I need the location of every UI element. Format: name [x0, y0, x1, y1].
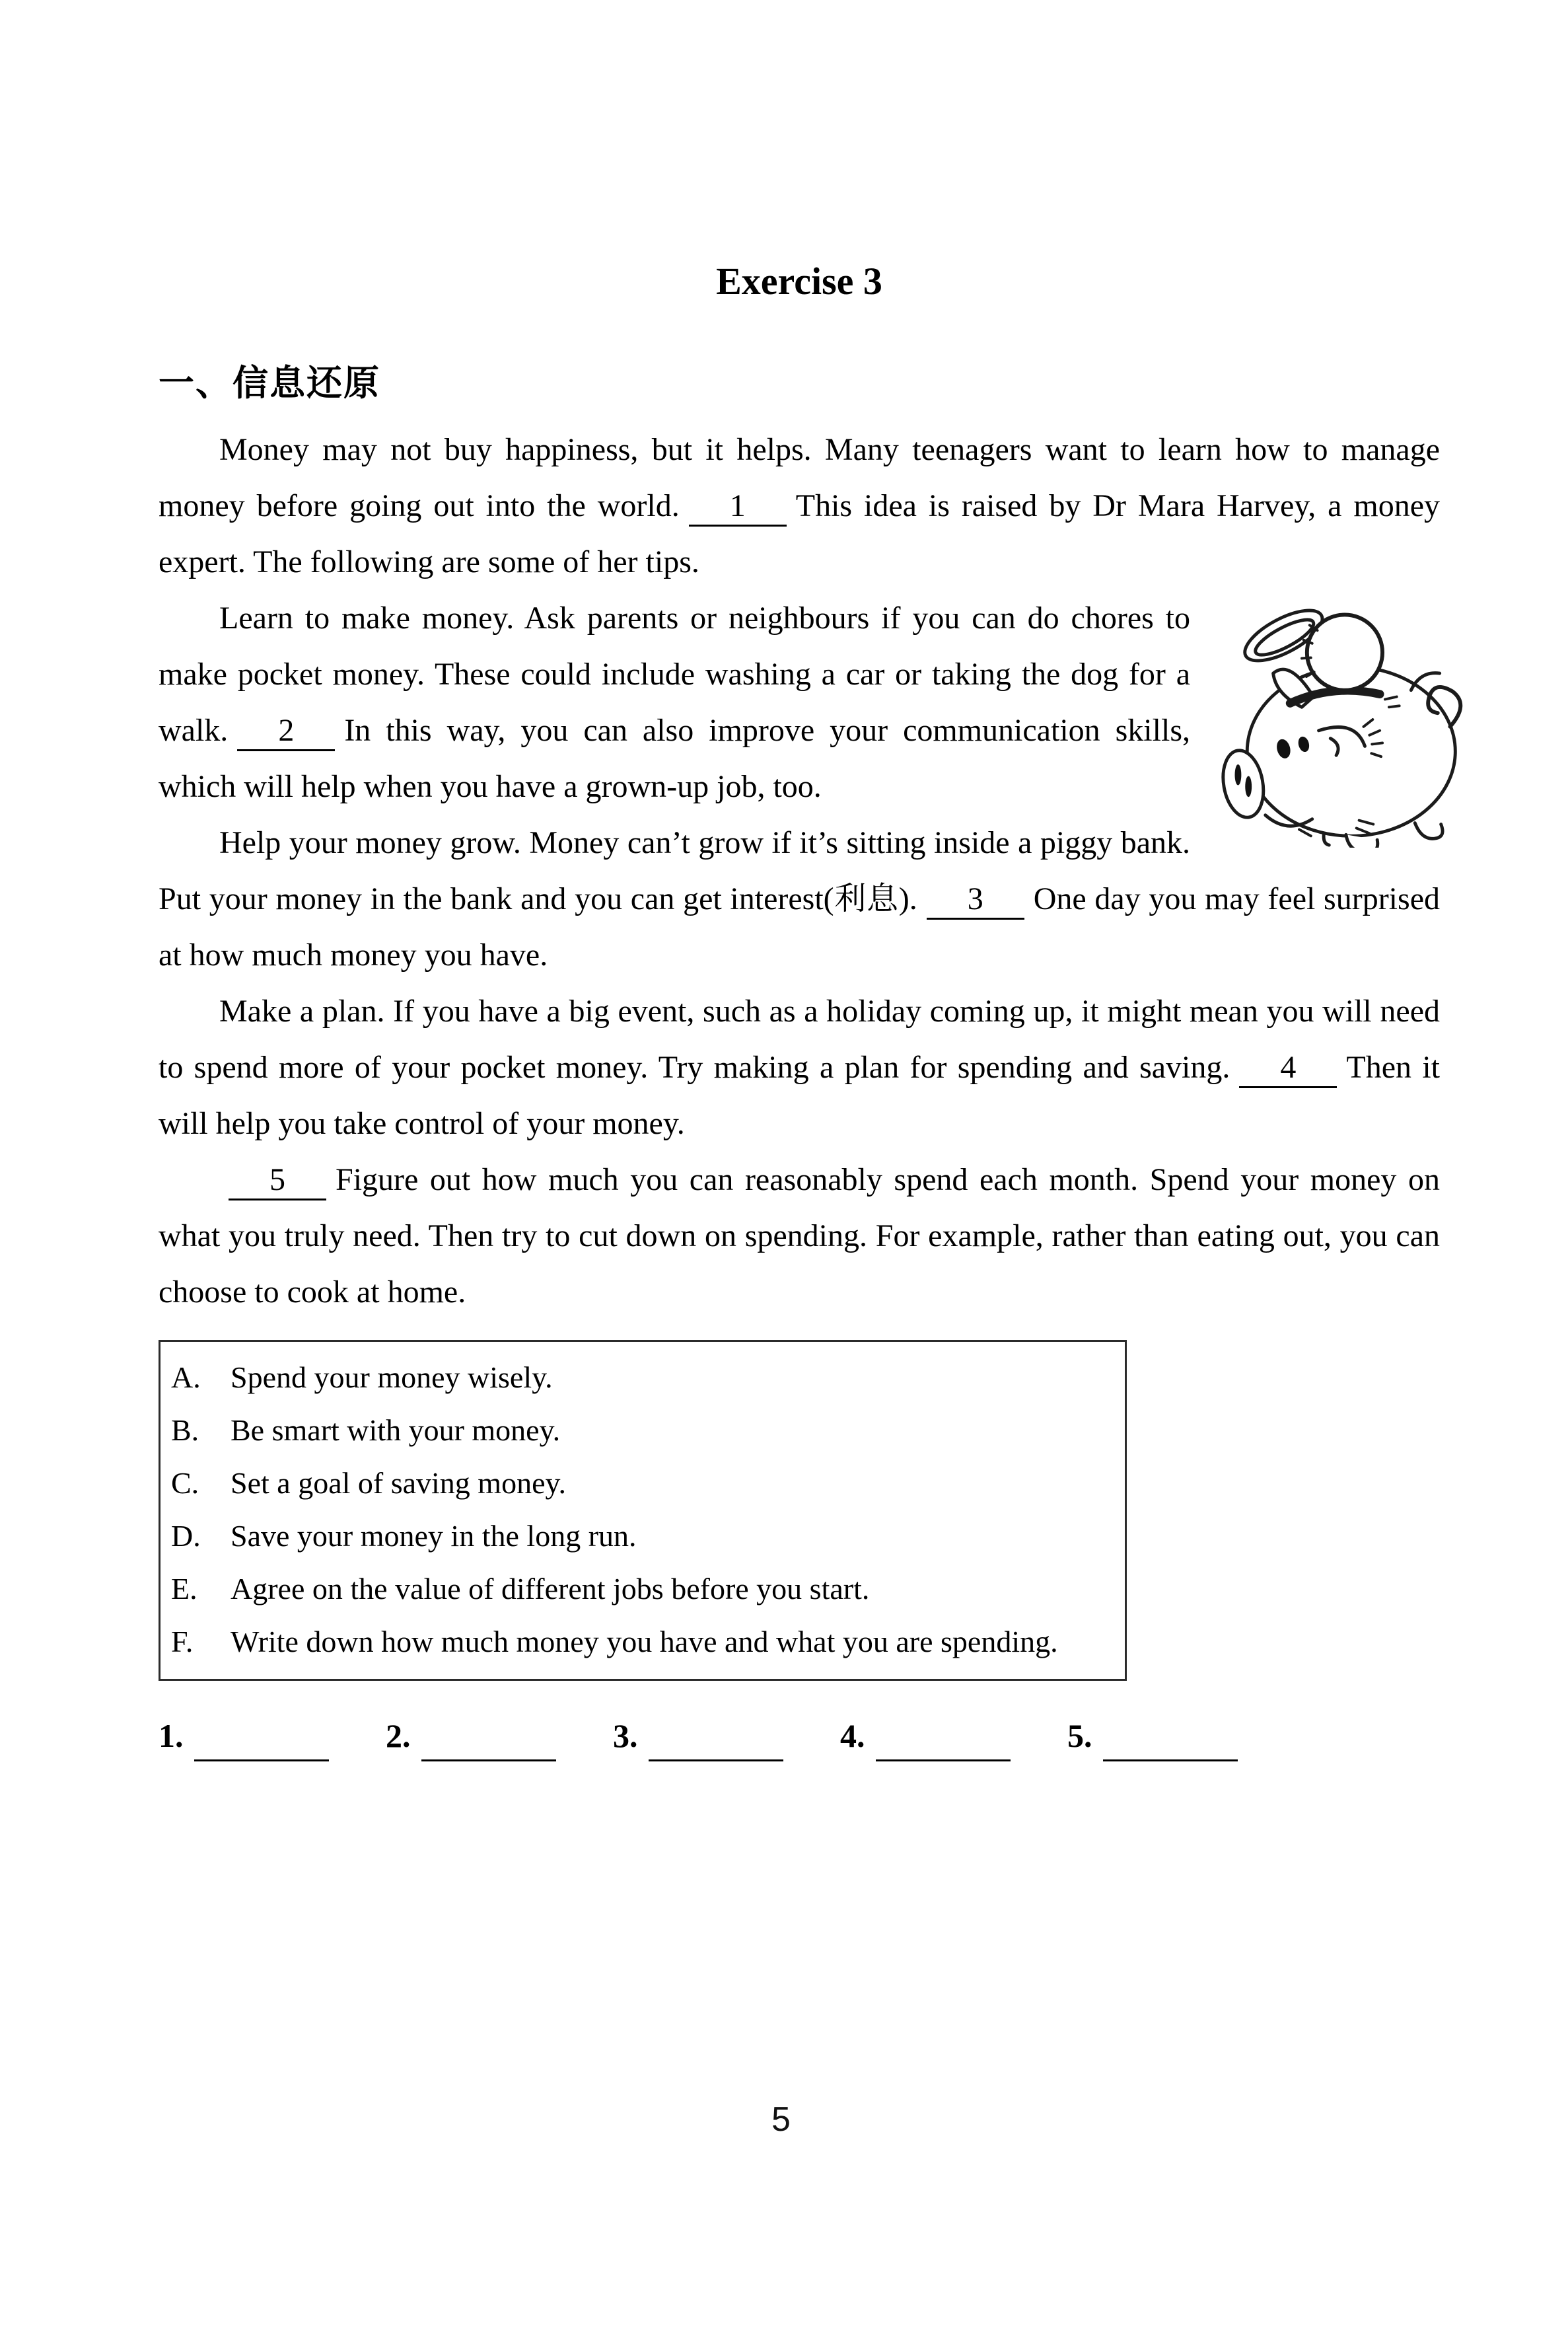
option-letter: C. [171, 1466, 199, 1500]
answer-blank-line [649, 1759, 783, 1761]
paragraph-text: Then it will help you take control of your money. [159, 1050, 1441, 1141]
answer-blank-line [876, 1759, 1011, 1761]
passage-paragraph-2 [159, 590, 1440, 815]
paragraph-text: Make a plan. If you have a big event, such as a holiday coming up, it might mean you will need to spend more of your pocket money. Try making a plan for spending and saving. [159, 994, 1440, 1085]
answer-number: 1. [159, 1717, 184, 1754]
option-item-b [171, 1404, 1118, 1457]
option-item-e [171, 1563, 1118, 1615]
paragraph-text: Help your money grow. Money can’t grow if it’s sitting inside a piggy bank. Put your money in the bank and you can get interest(利息). [159, 825, 1190, 916]
option-text: Spend your money wisely. [231, 1360, 553, 1394]
paragraph-text: Learn to make money. Ask parents or neighbours if you can do chores to make pocket money. These could include washing a car or taking the dog for a walk. [159, 601, 1190, 748]
answer-item-4 [840, 1713, 1011, 1759]
inline-blank-1: 1 [689, 488, 787, 527]
paragraph-text: Money may not buy happiness, but it helps. Many teenagers want to learn how to manage money before going out into the world. [159, 432, 1440, 523]
answer-number: 4. [840, 1717, 865, 1754]
options-box [159, 1340, 1127, 1681]
answer-number: 2. [386, 1717, 411, 1754]
paragraph-text: This idea is raised by Dr Mara Harvey, a money expert. The following are some of her tips. [159, 488, 1440, 579]
option-text: Agree on the value of different jobs before you start. [231, 1572, 870, 1605]
answer-item-1 [159, 1713, 329, 1759]
answer-blank-line [194, 1759, 329, 1761]
page-content [159, 259, 1440, 1759]
answer-item-2 [386, 1713, 556, 1759]
paragraph-text: In this way, you can also improve your communication skills, which will help when you have a grown-up job, too. [159, 713, 1190, 804]
option-item-d [171, 1510, 1118, 1563]
piggy-bank-illustration [1219, 593, 1465, 848]
answer-blank-line [1103, 1759, 1238, 1761]
section-heading: 一、信息还原 [159, 363, 380, 403]
option-letter: A. [171, 1360, 201, 1394]
option-letter: D. [171, 1519, 201, 1553]
option-text: Save your money in the long run. [231, 1519, 637, 1553]
option-text: Set a goal of saving money. [231, 1466, 567, 1500]
option-letter: E. [171, 1572, 197, 1605]
passage-paragraph-1 [159, 422, 1440, 590]
option-item-c [171, 1457, 1118, 1510]
answer-item-3 [613, 1713, 783, 1759]
paragraph-text: Figure out how much you can reasonably spend each month. Spend your money on what you truly need. Then try to cut down on spending. For example, rather than eating out, you can choose to cook at home. [159, 1162, 1440, 1310]
answer-item-5 [1067, 1713, 1238, 1759]
paragraph-text: One day you may feel surprised at how much money you have. [159, 881, 1441, 973]
option-text: Write down how much money you have and what you are spending. [231, 1625, 1058, 1658]
option-letter: F. [171, 1625, 194, 1658]
option-item-f [171, 1615, 1118, 1668]
answer-number: 5. [1067, 1717, 1092, 1754]
inline-blank-4: 4 [1239, 1049, 1337, 1088]
option-text: Be smart with your money. [231, 1413, 561, 1447]
option-letter: B. [171, 1413, 199, 1447]
page-number: 5 [771, 2100, 791, 2139]
answer-blanks-row [159, 1713, 1440, 1759]
option-item-a [171, 1351, 1118, 1404]
inline-blank-2: 2 [237, 712, 335, 751]
answer-blank-line [421, 1759, 556, 1761]
passage-paragraph-5 [159, 1152, 1440, 1320]
exercise-title: Exercise 3 [716, 260, 882, 303]
passage-paragraph-4 [159, 983, 1440, 1152]
inline-blank-5: 5 [229, 1162, 326, 1200]
inline-blank-3: 3 [927, 881, 1024, 920]
answer-number: 3. [613, 1717, 638, 1754]
coin-icon [1307, 614, 1382, 690]
